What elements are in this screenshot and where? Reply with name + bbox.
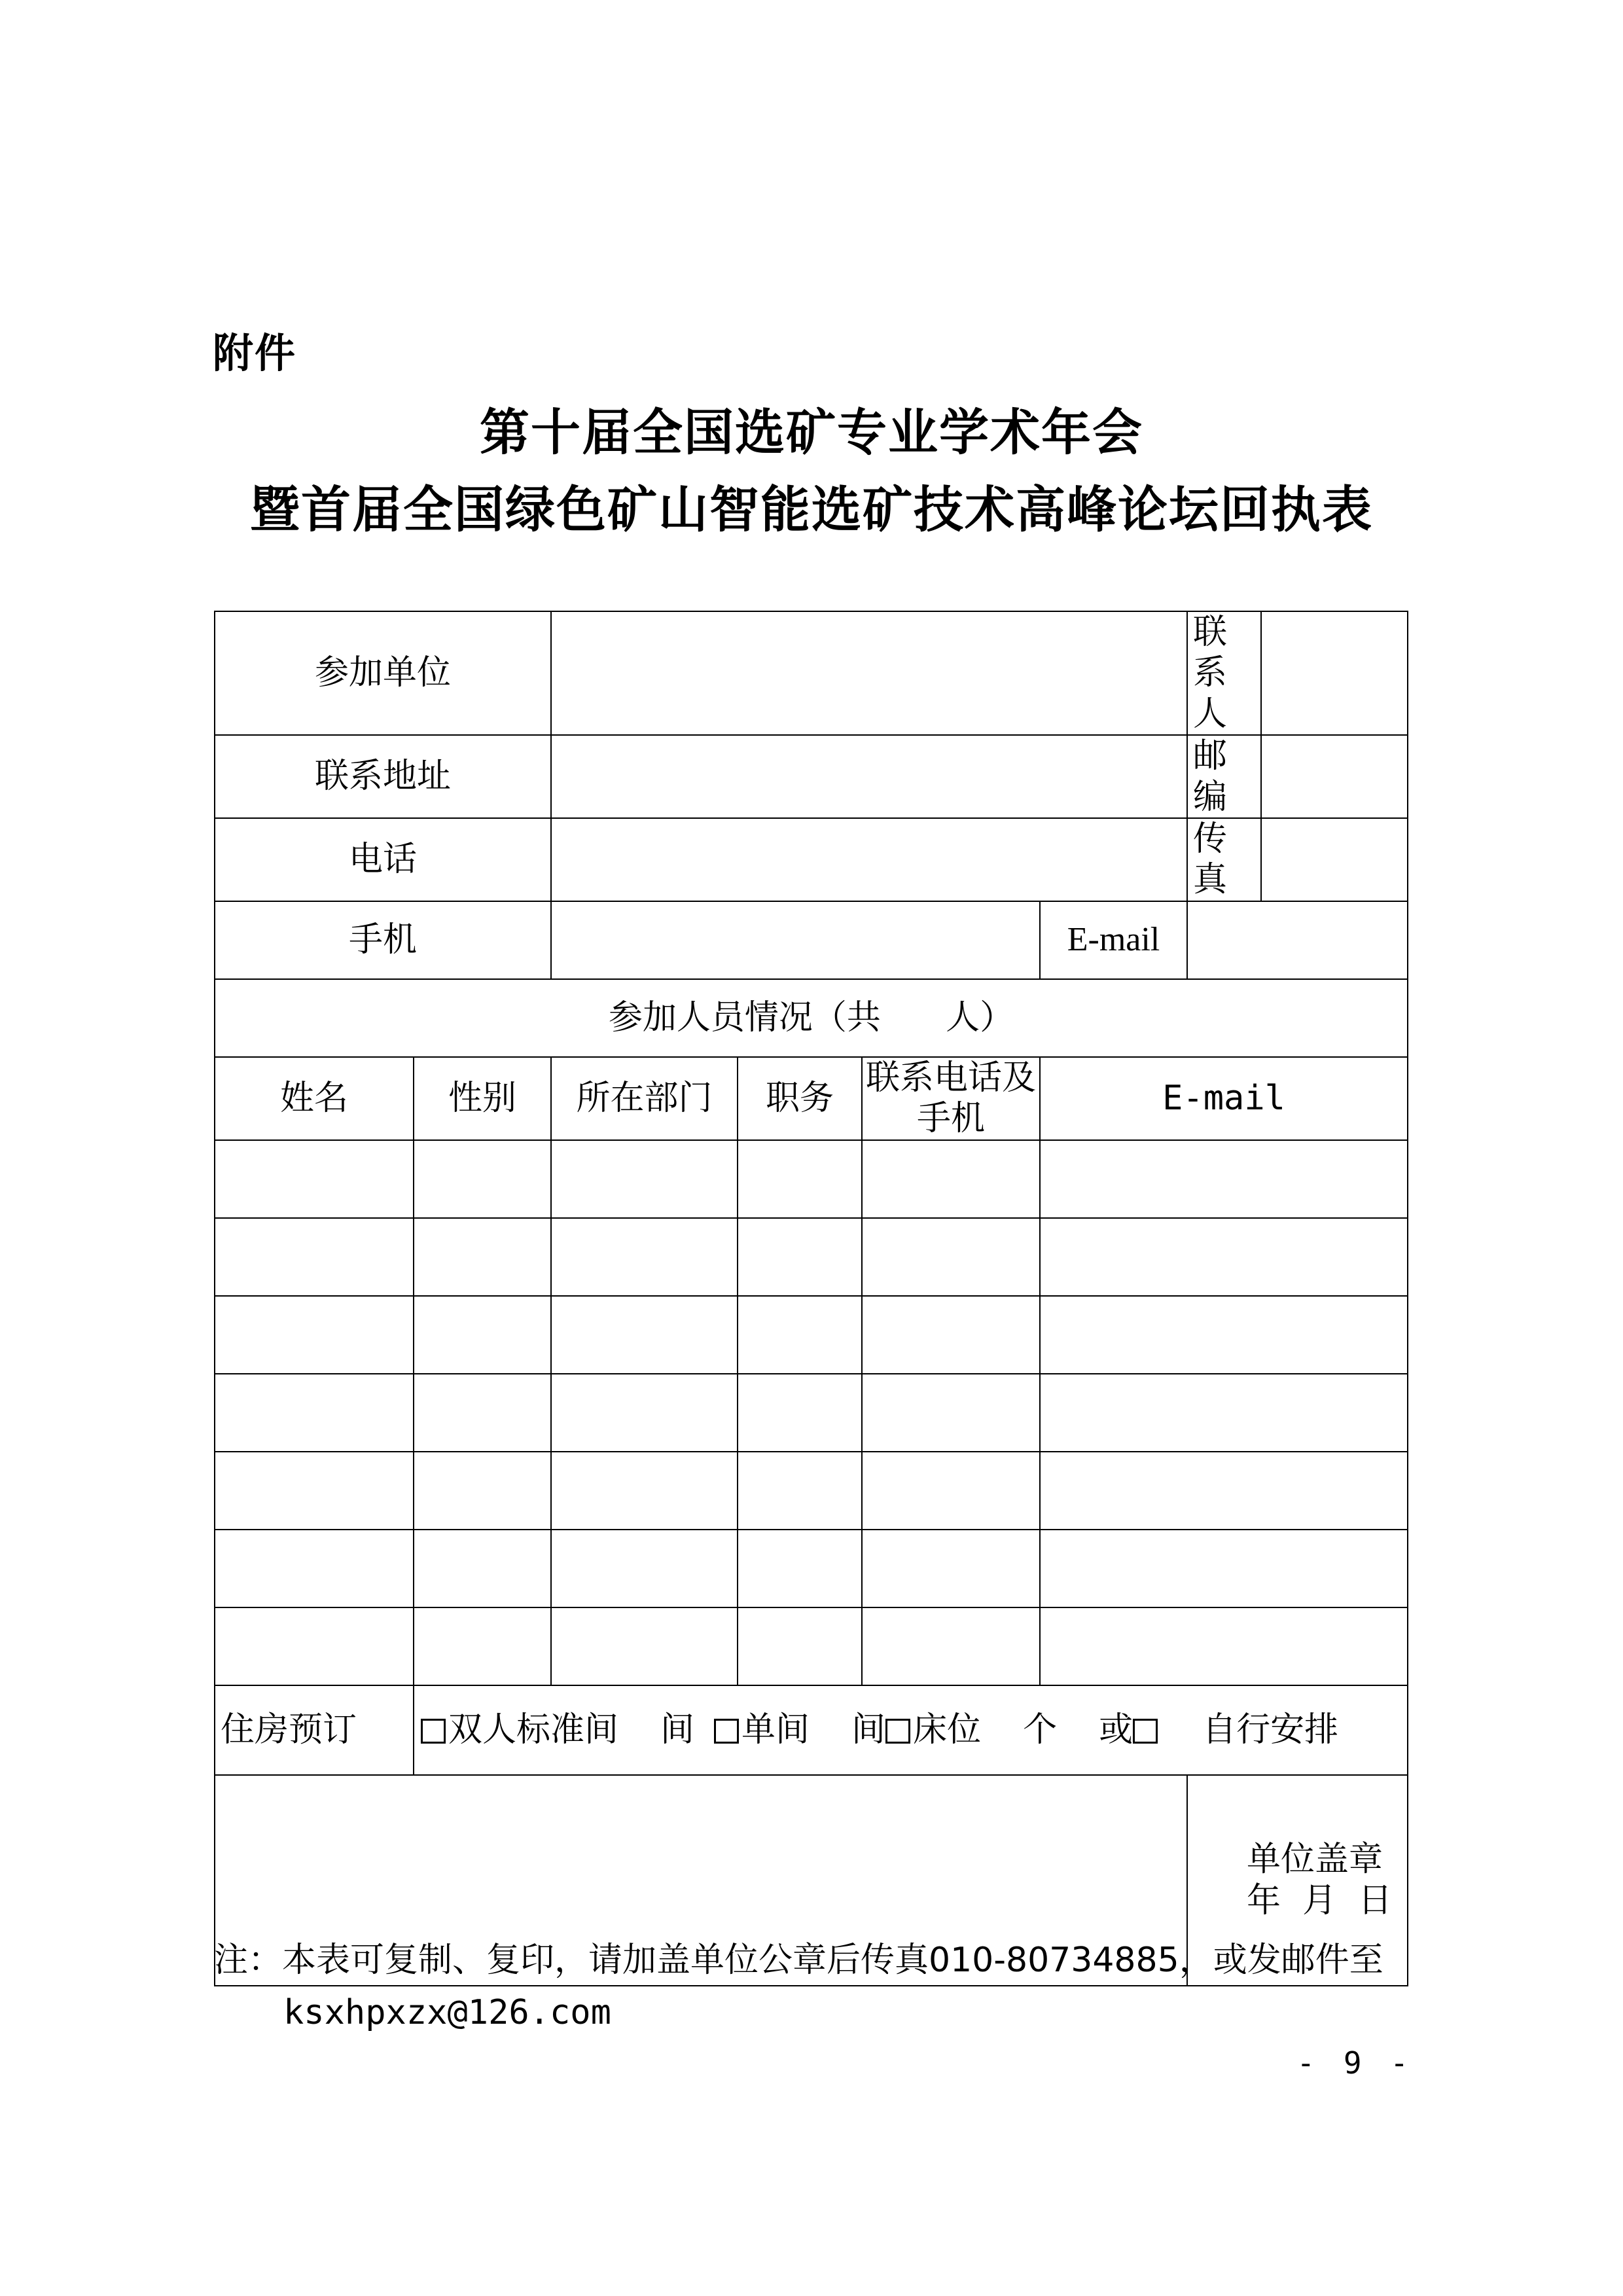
attachment-label: 附件 [213, 329, 297, 377]
participant-name-cell[interactable] [215, 1218, 414, 1296]
email-label: E-mail [1040, 901, 1187, 979]
self-arrange-checkbox[interactable] [1133, 1719, 1158, 1744]
email-input[interactable] [1187, 901, 1408, 979]
single-room-checkbox[interactable] [714, 1719, 739, 1744]
unit-row [215, 611, 1408, 735]
participant-name-cell[interactable] [215, 1296, 414, 1374]
page-number: - 9 - [1296, 2045, 1414, 2081]
participant-phone-cell[interactable] [862, 1140, 1040, 1218]
participant-email-cell[interactable] [1040, 1530, 1408, 1607]
participant-gender-cell[interactable] [414, 1452, 551, 1530]
participant-phone-cell[interactable] [862, 1374, 1040, 1452]
column-header-email: E-mail [1040, 1057, 1408, 1140]
participant-email-cell[interactable] [1040, 1218, 1408, 1296]
participant-row [215, 1140, 1408, 1218]
phone-row [215, 818, 1408, 901]
postcode-input[interactable] [1261, 735, 1408, 818]
column-header-name: 姓名 [215, 1057, 414, 1140]
double-room-label: 双人标准间 [448, 1710, 619, 1749]
column-header-position: 职务 [738, 1057, 862, 1140]
double-room-checkbox[interactable] [421, 1719, 446, 1744]
participant-position-cell[interactable] [738, 1374, 862, 1452]
participant-phone-cell[interactable] [862, 1296, 1040, 1374]
participant-name-cell[interactable] [215, 1140, 414, 1218]
participant-position-cell[interactable] [738, 1140, 862, 1218]
double-room-unit: 间 [660, 1710, 695, 1749]
note-text: 注：本表可复制、复印，请加盖单位公章后传真010-80734885，或发邮件至 [214, 1941, 1383, 1980]
page-title-line2: 暨首届全国绿色矿山智能选矿技术高峰论坛回执表 [250, 480, 1373, 539]
participant-name-cell[interactable] [215, 1374, 414, 1452]
participant-row [215, 1452, 1408, 1530]
column-header-row [215, 1057, 1408, 1140]
participant-phone-cell[interactable] [862, 1218, 1040, 1296]
participant-email-cell[interactable] [1040, 1296, 1408, 1374]
lodging-row [215, 1685, 1408, 1775]
single-room-unit: 间 [851, 1710, 886, 1749]
participant-row [215, 1530, 1408, 1607]
participant-department-cell[interactable] [551, 1140, 738, 1218]
participant-gender-cell[interactable] [414, 1140, 551, 1218]
column-header-department: 所在部门 [551, 1057, 738, 1140]
seal-label: 单位盖章 [1247, 1840, 1383, 1880]
participant-gender-cell[interactable] [414, 1296, 551, 1374]
single-room-label: 单间 [741, 1710, 810, 1749]
participant-gender-cell[interactable] [414, 1374, 551, 1452]
participant-department-cell[interactable] [551, 1296, 738, 1374]
participant-department-cell[interactable] [551, 1452, 738, 1530]
bed-unit: 个 [1023, 1710, 1058, 1749]
date-label: 年 月 日 [1247, 1880, 1393, 1920]
column-header-gender: 性别 [414, 1057, 551, 1140]
address-label: 联系地址 [215, 735, 551, 818]
mobile-row [215, 901, 1408, 979]
participant-email-cell[interactable] [1040, 1452, 1408, 1530]
fax-input[interactable] [1261, 818, 1408, 901]
bed-label: 床位 [913, 1710, 982, 1749]
participants-header-row [215, 979, 1408, 1057]
participant-department-cell[interactable] [551, 1607, 738, 1685]
lodging-options [414, 1685, 1408, 1775]
participant-department-cell[interactable] [551, 1374, 738, 1452]
participant-position-cell[interactable] [738, 1452, 862, 1530]
participant-email-cell[interactable] [1040, 1607, 1408, 1685]
participant-phone-cell[interactable] [862, 1452, 1040, 1530]
fax-label: 传真 [1187, 818, 1261, 901]
participant-email-cell[interactable] [1040, 1374, 1408, 1452]
or-text: 或 [1099, 1710, 1133, 1749]
participant-row [215, 1607, 1408, 1685]
mobile-label: 手机 [215, 901, 551, 979]
contact-person-input[interactable] [1261, 611, 1408, 735]
phone-input[interactable] [551, 818, 1187, 901]
contact-person-label: 联系人 [1187, 611, 1261, 735]
participant-gender-cell[interactable] [414, 1607, 551, 1685]
address-input[interactable] [551, 735, 1187, 818]
lodging-label: 住房预订 [215, 1685, 414, 1775]
address-row [215, 735, 1408, 818]
page-title-line1: 第十届全国选矿专业学术年会 [480, 403, 1143, 461]
self-arrange-label: 自行安排 [1202, 1710, 1339, 1749]
participant-phone-cell[interactable] [862, 1607, 1040, 1685]
unit-label: 参加单位 [215, 611, 551, 735]
bed-checkbox[interactable] [885, 1719, 910, 1744]
participant-gender-cell[interactable] [414, 1218, 551, 1296]
participant-email-cell[interactable] [1040, 1140, 1408, 1218]
postcode-label: 邮编 [1187, 735, 1261, 818]
participants-label: 参加人员情况（共 人） [215, 979, 1408, 1057]
participant-department-cell[interactable] [551, 1218, 738, 1296]
registration-form-table [214, 611, 1408, 1986]
participant-position-cell[interactable] [738, 1607, 862, 1685]
participant-department-cell[interactable] [551, 1530, 738, 1607]
mobile-input[interactable] [551, 901, 1040, 979]
participant-position-cell[interactable] [738, 1218, 862, 1296]
participant-row [215, 1374, 1408, 1452]
participant-row [215, 1218, 1408, 1296]
phone-label: 电话 [215, 818, 551, 901]
participant-row [215, 1296, 1408, 1374]
note-email: ksxhpxzx@126.com [283, 1993, 611, 2032]
participant-name-cell[interactable] [215, 1607, 414, 1685]
participant-name-cell[interactable] [215, 1530, 414, 1607]
column-header-phone: 联系电话及手机 [862, 1057, 1040, 1140]
participant-position-cell[interactable] [738, 1296, 862, 1374]
participant-gender-cell[interactable] [414, 1530, 551, 1607]
participant-name-cell[interactable] [215, 1452, 414, 1530]
unit-input[interactable] [551, 611, 1187, 735]
participant-position-cell[interactable] [738, 1530, 862, 1607]
participant-phone-cell[interactable] [862, 1530, 1040, 1607]
